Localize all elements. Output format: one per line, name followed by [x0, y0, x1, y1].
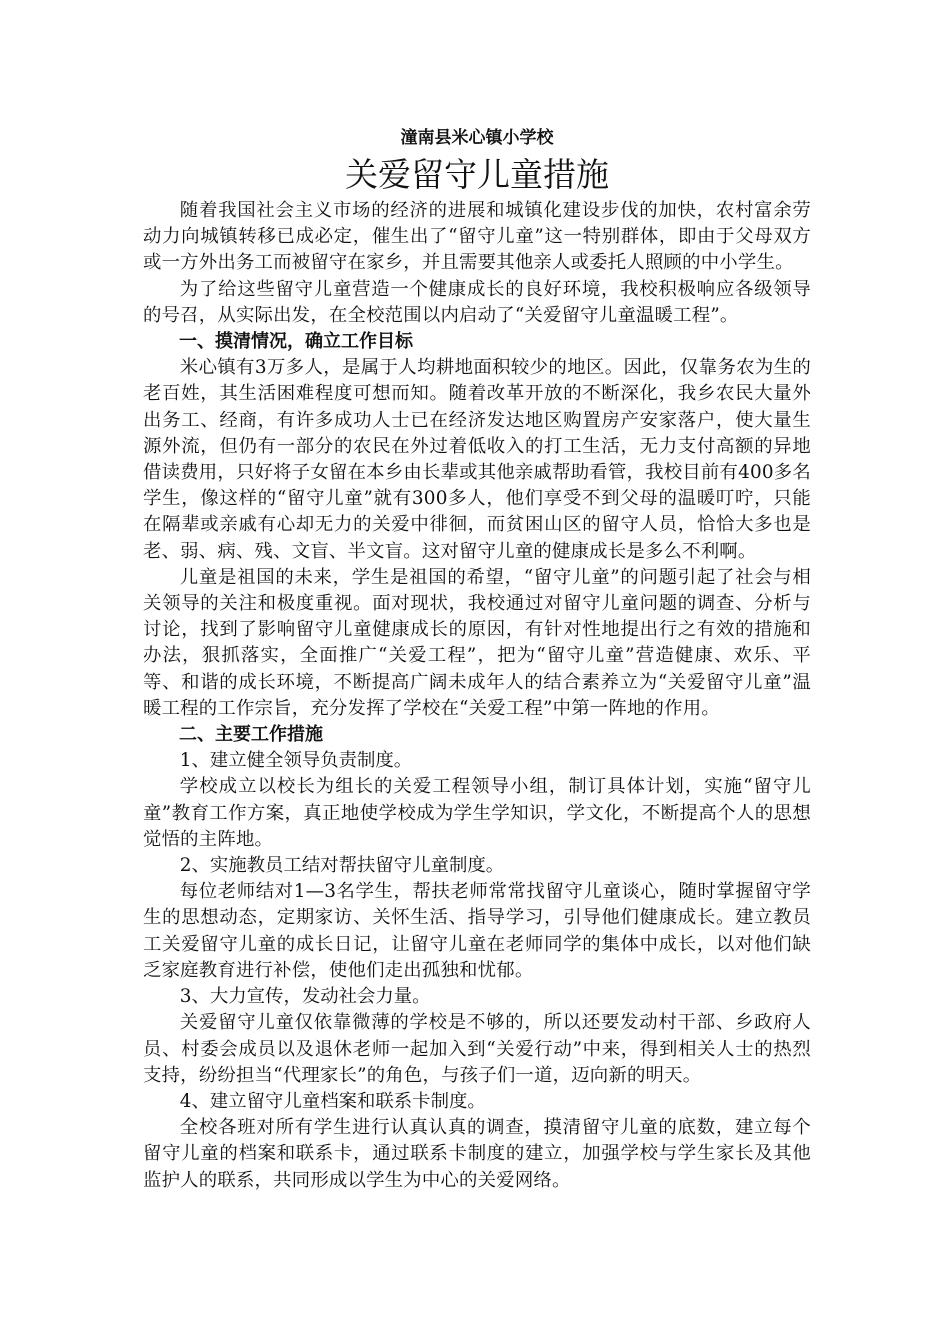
measure-4-text: 全校各班对所有学生进行认真认真的调查，摸清留守儿童的底数，建立每个留守儿童的档案和联系卡，通过联系卡制度的建立，加强学校与学生家长及其他监护人的联系，共同形成以学生为中心的关爱网络。 — [143, 1117, 811, 1191]
intro-paragraph-2: 为了给这些留守儿童营造一个健康成长的良好环境，我校积极响应各级领导的号召，从实际出发，在全校范围以内启动了“关爱留守儿童温暖工程”。 — [143, 278, 811, 326]
section-1-paragraph-2: 儿童是祖国的未来，学生是祖国的希望，“留守儿童”的问题引起了社会与相关领导的关注和极度重视。面对现状，我校通过对留守儿童问题的调查、分析与讨论，找到了影响留守儿童健康成长的原因，有针对性地提出行之有效的措施和办法，狠抓落实，全面推广“关爱工程”，把为“留守儿童”营造健康、欢乐、平等、和谐的成长环境，不断提高广阔未成年人的结合素养立为“关爱留守儿童”温暖工程的工作宗旨，充分发挥了学校在“关爱工程”中第一阵地的作用。 — [143, 566, 811, 719]
section-2-heading: 二、主要工作措施 — [179, 724, 323, 746]
measure-2-text: 每位老师结对1—3名学生，帮扶老师常常找留守儿童谈心，随时掌握留守学生的思想动态，定期家访、关怀生活、指导学习，引导他们健康成长。建立教员工关爱留守儿童的成长日记，让留守儿童在老师同学的集体中成长，以对他们缺乏家庭教育进行补偿，使他们走出孤独和忧郁。 — [143, 881, 811, 981]
section-1-heading: 一、摸清情况，确立工作目标 — [179, 331, 413, 353]
school-name: 潼南县米心镇小学校 — [400, 128, 554, 148]
measure-3-label: 3、大力宣传，发动社会力量。 — [179, 986, 431, 1008]
measure-4-label: 4、建立留守儿童档案和联系卡制度。 — [179, 1090, 486, 1112]
measure-1-label: 1、建立健全领导负责制度。 — [179, 750, 413, 772]
measure-2-label: 2、实施教员工结对帮扶留守儿童制度。 — [179, 855, 505, 877]
intro-paragraph-1: 随着我国社会主义市场的经济的进展和城镇化建设步伐的加快，农村富余劳动力向城镇转移已成必定，催生出了“留守儿童”这一特别群体，即由于父母双方或一方外出务工而被留守在家乡，并且需要其他亲人或委托人照顾的中小学生。 — [143, 200, 811, 274]
measure-1-text: 学校成立以校长为组长的关爱工程领导小组，制订具体计划，实施“留守儿童”教育工作方案，真正地使学校成为学生学知识，学文化，不断提高个人的思想觉悟的主阵地。 — [143, 776, 811, 850]
measure-3-text: 关爱留守儿童仅依靠微薄的学校是不够的，所以还要发动村干部、乡政府人员、村委会成员以及退休老师一起加入到“关爱行动”中来，得到相关人士的热烈支持，纷纷担当“代理家长”的角色，与孩子们一道，迈向新的明天。 — [143, 1012, 811, 1086]
document-title: 关爱留守儿童措施 — [345, 155, 609, 194]
document-page — [143, 124, 811, 1194]
section-1-paragraph-1: 米心镇有3万多人，是属于人均耕地面积较少的地区。因此，仅靠务农为生的老百姓，其生活困难程度可想而知。随着改革开放的不断深化，我乡农民大量外出务工、经商，有许多成功人士已在经济发达地区购置房产安家落户，使大量生源外流，但仍有一部分的农民在外过着低收入的打工生活，无力支付高额的异地借读费用，只好将子女留在本乡由长辈或其他亲戚帮助看管，我校目前有400多名学生，像这样的“留守儿童”就有300多人，他们享受不到父母的温暖叮咛，只能在隔辈或亲戚有心却无力的关爱中徘徊，而贫困山区的留守人员，恰恰大多也是老、弱、病、残、文盲、半文盲。这对留守儿童的健康成长是多么不利啊。 — [143, 357, 811, 562]
